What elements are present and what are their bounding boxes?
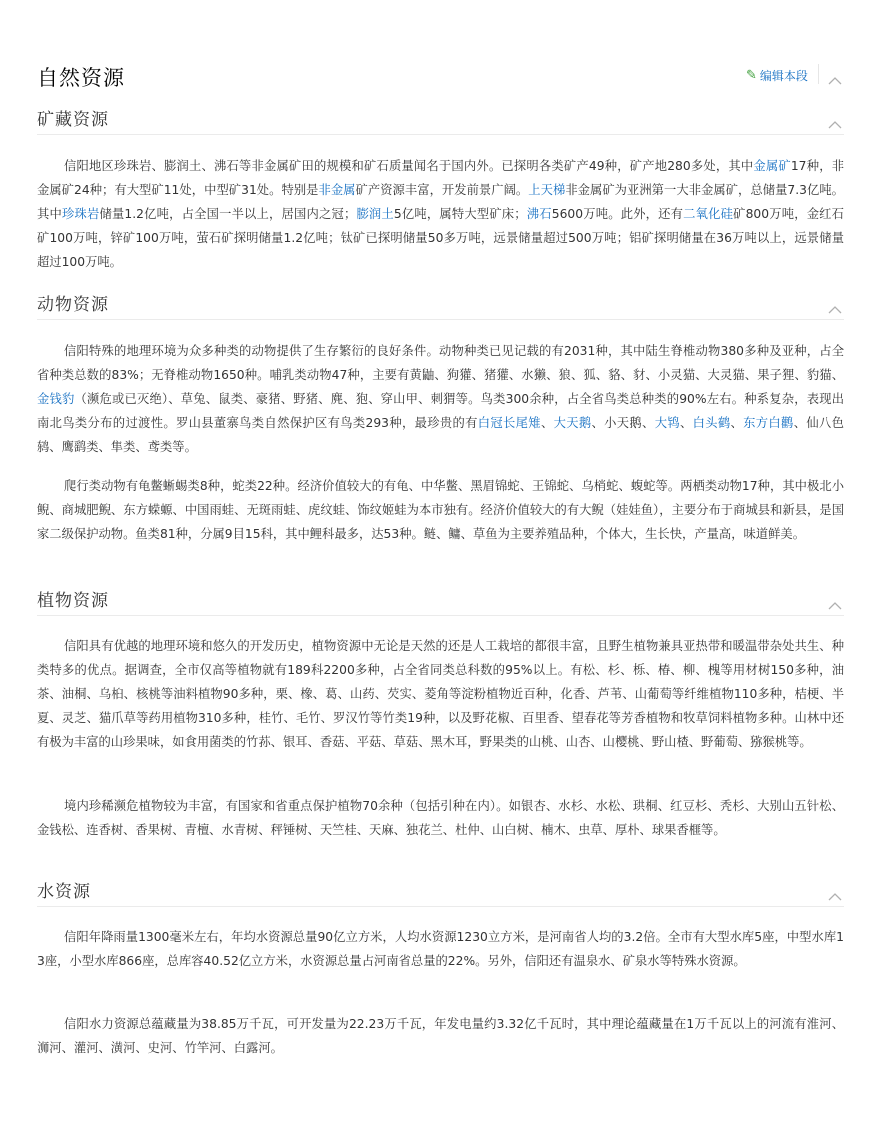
text-run: 信阳特殊的地理环境为众多种类的动物提供了生存繁衍的良好条件。动物种类已见记载的有2031种，其中陆生脊椎动物380多种及亚种，占全省种类总数的83%；无脊椎动物1650种。哺乳类动物47种，主要有黄鼬、狗獾、猪獾、水獭、狼、狐、貉、豺、小灵猫、大灵猫、果子狸、豹猫、: [37, 344, 844, 382]
section-title: 植物资源: [37, 591, 109, 611]
section-title: 矿藏资源: [37, 110, 109, 130]
inline-link[interactable]: 东方白鹳: [743, 416, 794, 430]
inline-link[interactable]: 沸石: [526, 207, 552, 221]
text-run: 、: [679, 416, 693, 430]
section-header-minerals: [37, 104, 844, 135]
text-run: 储量1.2亿吨，占全国一半以上，居国内之冠；: [99, 207, 357, 221]
chevron-up-icon[interactable]: [828, 70, 842, 78]
text-run: 信阳水力资源总蕴藏量为38.85万千瓦，可开发量为22.23万千瓦，年发电量约3.32亿千瓦时，其中理论蕴藏量在1万千瓦以上的河流有淮河、浉河、灌河、潢河、史河、竹竿河、白露河。: [37, 1017, 844, 1055]
inline-link[interactable]: 金钱豹: [37, 392, 75, 406]
pencil-icon: ✎: [746, 68, 757, 83]
text-run: 境内珍稀濒危植物较为丰富，有国家和省重点保护植物70余种（包括引种在内）。如银杏、水杉、水松、珙桐、红豆杉、秃杉、大别山五针松、金钱松、连香树、香果树、青檀、水青树、秤锤树、天竺桂、天麻、独花兰、杜仲、山白树、楠木、虫草、厚朴、球果香榧等。: [37, 799, 844, 837]
paragraph: [37, 154, 844, 274]
chevron-up-icon[interactable]: [828, 299, 842, 307]
paragraph: [37, 634, 844, 754]
inline-link[interactable]: 金属矿: [753, 159, 791, 173]
inline-link[interactable]: 二氧化硅: [683, 207, 734, 221]
text-run: 信阳具有优越的地理环境和悠久的开发历史，植物资源中无论是天然的还是人工栽培的都很丰富，且野生植物兼具亚热带和暖温带杂处共生、种类特多的优点。据调查，全市仅高等植物就有189科2200多种，占全省同类总科数的95%以上。有松、杉、栎、椿、柳、槐等用材树150多种，油茶、油桐、乌桕、核桃等油料植物90多种，栗、橡、葛、山药、芡实、菱角等淀粉植物近百种，化香、芦苇、山葡萄等纤维植物110多种，桔梗、半夏、灵芝、猫爪草等药用植物310多种，桂竹、毛竹、罗汉竹等竹类19种，以及野花椒、百里香、望春花等芳香植物和牧草饲料植物多种。山林中还有极为丰富的山珍果味，如食用菌类的竹荪、银耳、香菇、平菇、草菇、黑木耳，野果类的山桃、山杏、山樱桃、野山楂、野葡萄、猕猴桃等。: [37, 639, 844, 749]
text-run: 、: [730, 416, 744, 430]
text-run: 爬行类动物有龟鳖蜥蜴类8种，蛇类22种。经济价值较大的有龟、中华鳖、黑眉锦蛇、王锦蛇、乌梢蛇、蝮蛇等。两栖类动物17种，其中极北小鲵、商城肥鲵、东方蝾螈、中国雨蛙、无斑雨蛙、虎纹蛙、饰纹姬蛙为本市独有。经济价值较大的有大鲵（娃娃鱼），主要分布于商城县和新县，是国家二级保护动物。鱼类81种，分属9目15科，其中鲤科最多，达53种。鲢、鳙、草鱼为主要养殖品种，个体大，生长快，产量高，味道鲜美。: [37, 479, 844, 541]
inline-link[interactable]: 膨润土: [356, 207, 394, 221]
paragraph: [37, 794, 844, 842]
inline-link[interactable]: 大天鹅: [553, 416, 592, 430]
edit-section-label: 编辑本段: [759, 69, 808, 83]
inline-link[interactable]: 上天梯: [528, 183, 566, 197]
section-title: 水资源: [37, 882, 91, 902]
text-run: 非金属矿为亚洲第一大非金属矿，总储量7.3亿吨。其中: [37, 183, 844, 221]
paragraph: [37, 1012, 844, 1060]
main-heading-bar: [37, 60, 844, 94]
section-header-plants: [37, 585, 844, 616]
edit-section-link[interactable]: [746, 67, 808, 84]
section-title: 动物资源: [37, 295, 109, 315]
divider: [818, 64, 819, 84]
inline-link[interactable]: 大鸨: [654, 416, 680, 430]
section-header-animals: [37, 289, 844, 320]
text-run: 信阳地区珍珠岩、膨润土、沸石等非金属矿田的规模和矿石质量闻名于国内外。已探明各类矿产49种，矿产地280多处，其中: [64, 159, 754, 173]
paragraph: [37, 925, 844, 973]
chevron-up-icon[interactable]: [828, 886, 842, 894]
section-header-water: [37, 876, 844, 907]
paragraph: [37, 339, 844, 459]
inline-link[interactable]: 非金属: [318, 183, 356, 197]
text-run: （濒危或已灭绝）、草兔、鼠类、豪猪、野猪、麂、狍、穿山甲、刺猬等。鸟类300余种，占全省鸟类总种类的90%左右。种系复杂，表现出南北鸟类分布的过渡性。罗山县董寨鸟类自然保护区有鸟类293种，最珍贵的有: [37, 392, 844, 430]
chevron-up-icon[interactable]: [828, 595, 842, 603]
text-run: 5亿吨，属特大型矿床；: [393, 207, 527, 221]
text-run: 信阳年降雨量1300毫米左右，年均水资源总量90亿立方米，人均水资源1230立方米，是河南省人均的3.2倍。全市有大型水库5座，中型水库13座，小型水库866座，总库容40.52亿立方米，水资源总量占河南省总量的22%。另外，信阳还有温泉水、矿泉水等特殊水资源。: [37, 930, 844, 968]
text-run: 、仙八色鸫、鹰鹞类、隼类、鸢类等。: [37, 416, 844, 454]
text-run: 、小天鹅、: [591, 416, 655, 430]
text-run: 矿800万吨，金红石矿100万吨，锌矿100万吨，萤石矿探明储量1.2亿吨；钛矿已探明储量50多万吨，远景储量超过500万吨；铝矿探明储量在36万吨以上，远景储量超过100万吨。: [37, 207, 844, 269]
text-run: 17种，非金属矿24种；有大型矿11处，中型矿31处。特别是: [37, 159, 844, 197]
text-run: 、: [540, 416, 554, 430]
inline-link[interactable]: 白冠长尾雉: [477, 416, 541, 430]
inline-link[interactable]: 珍珠岩: [61, 207, 100, 221]
page-title: 自然资源: [37, 66, 125, 90]
paragraph: [37, 474, 844, 546]
text-run: 矿产资源丰富，开发前景广阔。: [355, 183, 529, 197]
text-run: 5600万吨。此外，还有: [551, 207, 684, 221]
inline-link[interactable]: 白头鹤: [692, 416, 731, 430]
chevron-up-icon[interactable]: [828, 114, 842, 122]
